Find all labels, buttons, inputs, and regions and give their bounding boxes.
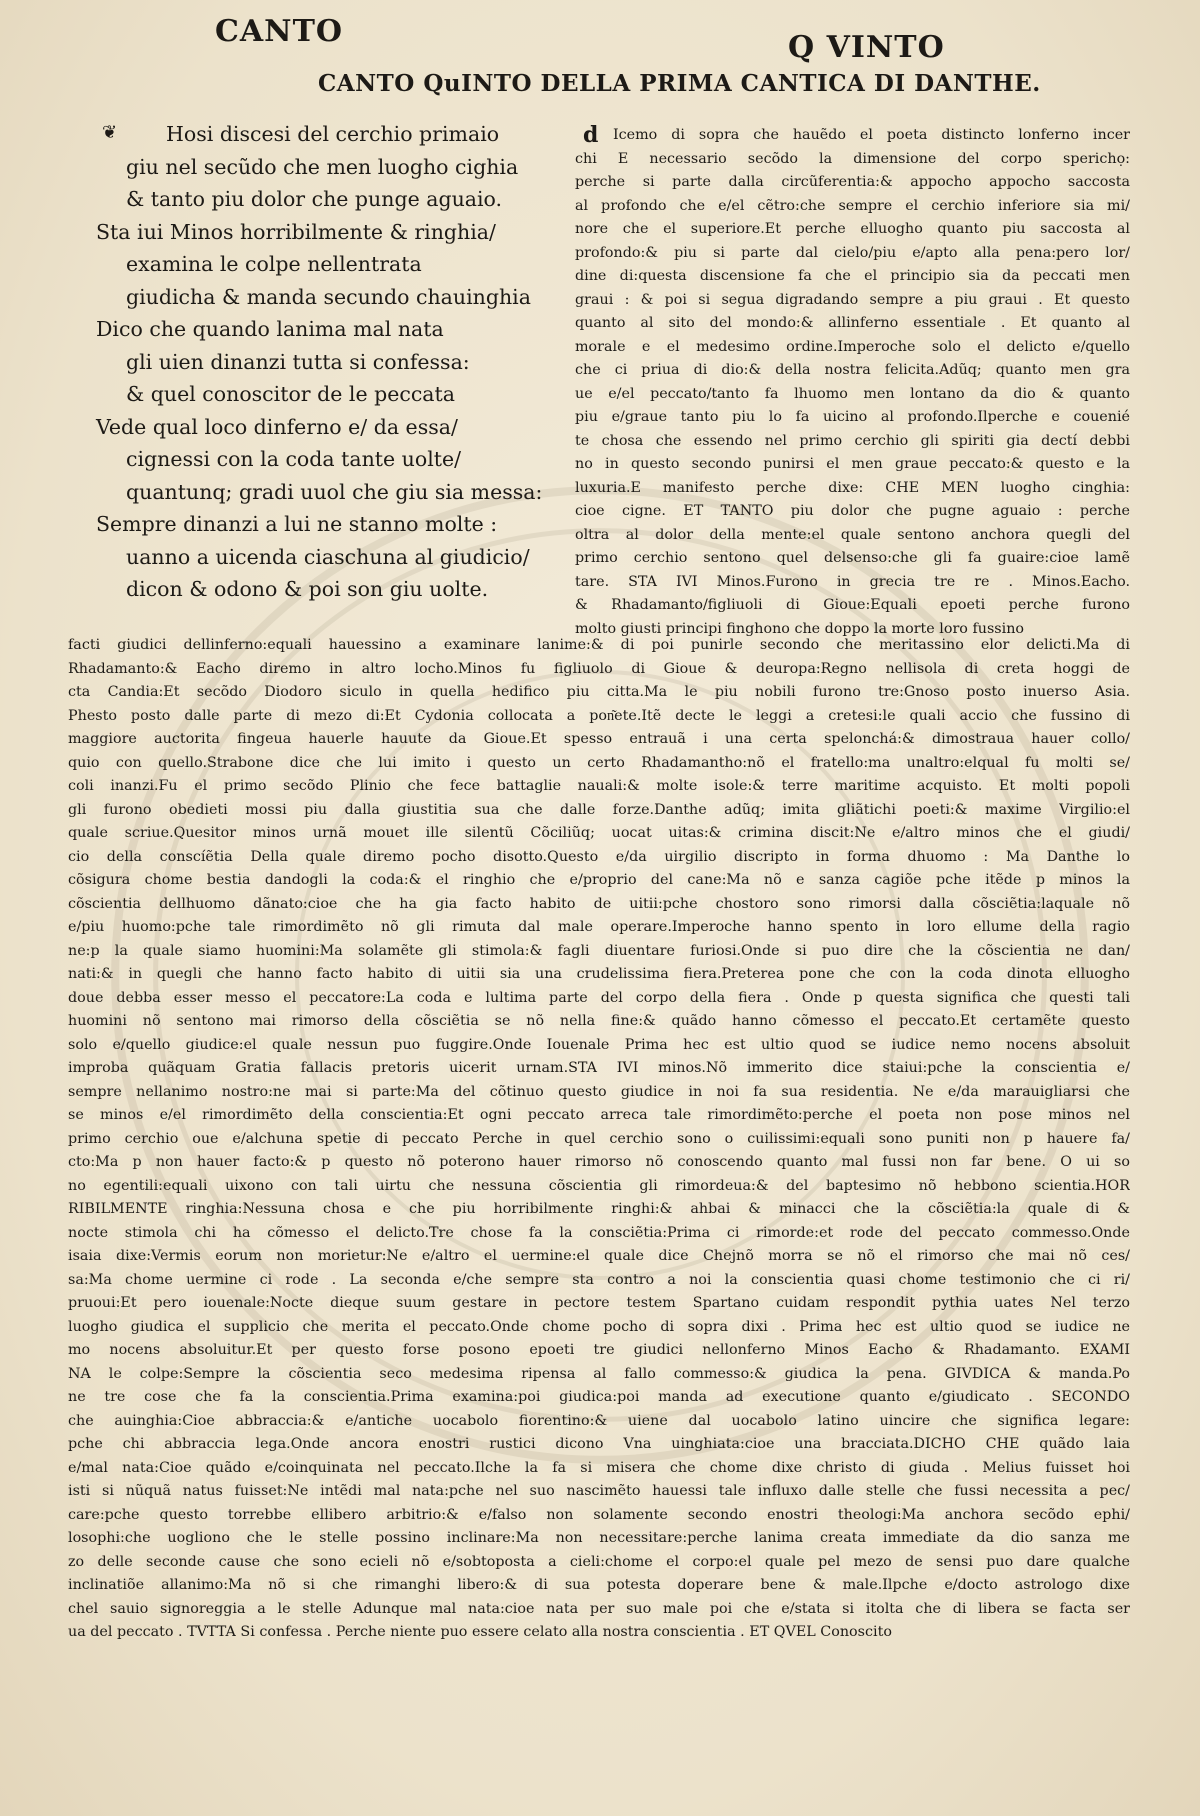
- commentary-line: ne:p la quale siamo huomini:Ma solamẽte gli stimola:& fagli diuentare furiosi.Onde si puo dire che la cõscientia ne dan/: [68, 942, 1130, 959]
- commentary-line: piu e/graue tanto piu lo fa uicino al profondo.Ilperche e couenié: [575, 409, 1130, 425]
- commentary-line: Rhadamanto:& Eacho diremo in altro locho.Minos fu figliuolo di Gioue & deuropa:Regno nellisola di creta hoggi de: [68, 660, 1130, 677]
- commentary-line: se minos e/el rimordimẽto della conscientia:Et ogni peccato arreca tale rimordimẽto:perche el poeta non pose minos nel: [68, 1107, 1130, 1123]
- commentary-line: luogho giudica el supplicio che merita el peccato.Onde chome pocho di sopra dixi . Prima hec est ultio quod se iudice ne: [68, 1318, 1130, 1335]
- verse-line: giu nel secũdo che men luogho cighia: [126, 154, 519, 179]
- commentary-line: cõscientia dellhuomo dãnato:cioe che ha gia facto habito de uitii:pche chostoro sono rimorsi dalla cõsciẽtia:laquale nõ: [68, 895, 1130, 912]
- verse-line: Hosi discesi del cerchio primaio: [166, 122, 500, 146]
- commentary-line: graui : & poi si segua digradando sempre a piu graui . Et questo: [575, 291, 1130, 308]
- commentary-line: doue debba esser messo el peccatore:La coda e lultima parte del corpo della fiera . Onde p questa significa che questi tali: [68, 989, 1130, 1006]
- commentary-line: no egentili:equali uixono con tali uirtu che nessuna cõscientia gli rimordeua:& del baptesimo nõ hebbono scientia.HOR: [68, 1177, 1130, 1194]
- commentary-line: zo delle seconde cause che sono ecieli nõ e/sobtoposta a cieli:chome el corpo:el quale pel mezo de sensi puo dare qualche: [68, 1553, 1130, 1570]
- commentary-line: quio con quello.Strabone dice che lui imito i questo un certo Rhadamantho:nõ el fratello:ma unaltro:elqual fu molti se/: [68, 754, 1130, 771]
- verse-line: Dico che quando lanima mal nata: [96, 317, 444, 341]
- commentary-line: NA le colpe:Sempre la cõscientia seco medesima ripensa al fallo commesso:& giudica la pena. GIVDICA & manda.Po: [68, 1365, 1130, 1382]
- commentary-line: coli inanzi.Fu el primo secõdo Plinio che fece battaglie nauali:& molte isole:& terre maritime acquisto. Et molti popoli: [68, 778, 1130, 794]
- commentary-line: profondo:& piu si parte dal cielo/piu e/apto alla pena:pero lor/: [575, 244, 1130, 261]
- verse-line: giudicha & manda secundo chauinghia: [126, 284, 531, 309]
- commentary-line: ue e/el peccato/tanto fa lhuomo men lontano da dio & quanto: [575, 385, 1130, 402]
- commentary-line: perche si parte dalla circũferentia:& appocho appocho saccosta: [575, 174, 1130, 190]
- commentary-line: solo e/quello giudice:el quale nessun puo fuggire.Onde Iouenale Prima hec est ultio quod se iudice nemo nocens absoluit: [68, 1036, 1130, 1053]
- commentary-line: Icemo di sopra che hauẽdo el poeta distincto lonferno incer: [613, 127, 1130, 143]
- commentary-line: primo cerchio sentono quel delsenso:che gli fa guaire:cioe lamẽ: [575, 550, 1130, 566]
- running-head-right: Q VINTO: [788, 30, 945, 65]
- running-head-left: CANTO: [215, 14, 344, 49]
- pilcrow-icon: ❦: [102, 122, 118, 143]
- commentary-line: che ci priua di dio:& della nostra felicita.Adũq; quanto men gra: [575, 362, 1130, 378]
- commentary-line: mo nocens absoluitur.Et per questo forse posono epoeti tre giudici nellonferno Minos Eacho & Rhadamanto. EXAMI: [68, 1342, 1130, 1358]
- commentary-line: nore che el superiore.Et perche elluogho quanto piu saccosta al: [575, 221, 1130, 237]
- commentary-line: cto:Ma p non hauer facto:& p questo nõ poterono hauer rimorso nõ conoscendo quanto mal fussi non far bene. O ui so: [68, 1154, 1130, 1170]
- commentary-line: improba quãquam Gratia fallacis pretoris uicerit urnam.STA IVI minos.Nõ immerito dice staiui:pche la conscientia e/: [68, 1060, 1130, 1076]
- canto-title: CANTO QuINTO DELLA PRIMA CANTICA DI DANTHE.: [318, 70, 1041, 97]
- commentary-line: cta Candia:Et secõdo Diodoro siculo in quella hedifico piu citta.Ma le piu nobili furono tre:Gnoso posto inuerso Asia.: [68, 684, 1130, 700]
- verse-line: Sempre dinanzi a lui ne stanno molte :: [96, 512, 498, 536]
- commentary-full-width: [68, 634, 1130, 1645]
- commentary-line: che auinghia:Cioe abbraccia:& e/antiche uocabolo fiorentino:& uiene dal uocabolo latino uincire che significa legare:: [68, 1412, 1130, 1429]
- commentary-line: cio della conscíẽtia Della quale diremo pocho disotto.Questo e/da uirgilio discripto in forma dhuomo : Ma Danthe lo: [68, 848, 1130, 865]
- verse-line: Vede qual loco dinferno e/ da essa/: [96, 414, 458, 439]
- commentary-line: Phesto posto dalle parte di mezo di:Et Cydonia collocata a pon͂ete.Itẽ decte le leggi a cretesi:le quali accio che fussino di: [68, 707, 1130, 724]
- commentary-line: maggiore auctorita fingeua hauerle hauute da Gioue.Et spesso entrauã i una certa spelonchá:& dimostraua hauer collo/: [68, 731, 1130, 747]
- commentary-line: dine di:questa discensione fa che el principio sia da peccati men: [575, 268, 1130, 284]
- commentary-line: huomini nõ sentono mai rimorso della cõsciẽtia se nõ nella fine:& quãdo hanno cõmesso el peccato.Et certamẽte questo: [68, 1013, 1130, 1029]
- verse-line: & tanto piu dolor che punge aguaio.: [126, 187, 503, 211]
- commentary-line: nocte stimola chi ha cõmesso el delicto.Tre chose fa la consciẽtia:Prima ci rimorde:et rode del peccato commesso.Onde: [68, 1224, 1130, 1241]
- commentary-line: quale scriue.Quesitor minos urnã mouet ille silentũ Cõciliũq; uocat uitas:& crimina discit:Ne e/altro minos che el giudi/: [68, 825, 1130, 841]
- commentary-initial: d: [583, 122, 599, 148]
- commentary-line: isti si nũquã natus fuisset:Ne intẽdi mal nata:pche nel suo nascimẽto hauessi tale influxo dalle stelle che fussi necessita a pec/: [68, 1483, 1130, 1499]
- commentary-line: molto giusti principi finghono che doppo la morte loro fussino: [575, 620, 1025, 637]
- commentary-line: gli furono obedieti mossi piu dalla giustitia sua che dalle forze.Danthe adũq; imita gliãtichi poeti:& maxime Virgilio:el: [68, 801, 1130, 818]
- commentary-line: pruoui:Et pero iouenale:Nocte dieque suum gestare in pectore testem Spartano cuidam respondit pythia uates Nel terzo: [68, 1295, 1130, 1311]
- commentary-line: & Rhadamanto/figliuoli di Gioue:Equali epoeti perche furono: [575, 597, 1130, 613]
- commentary-line: nati:& in quegli che hanno facto habito di uitii sia una crudelissima fiera.Preterea pone che con la coda dinota elluogho: [68, 966, 1130, 982]
- poem-verses: [96, 118, 576, 606]
- commentary-line: losophi:che uogliono che le stelle possino inclinare:Ma non necessitare:perche lanima creata immediate da dio sanza me: [68, 1530, 1130, 1546]
- commentary-line: ne tre cose che fa la conscientia.Prima examina:poi giudica:poi manda ad executione quanto e/giudicato . SECONDO: [68, 1389, 1130, 1405]
- verse-line: & quel conoscitor de le peccata: [126, 382, 455, 406]
- commentary-line: isaia dixe:Vermis eorum non morietur:Ne e/altro el uermine:el quale dice Chejnõ morra se nõ el rimorso che mai nõ ces/: [68, 1248, 1130, 1264]
- verse-line: gli uien dinanzi tutta si confessa:: [126, 349, 470, 374]
- commentary-line: e/piu huomo:pche tale rimordimẽto nõ gli rimuta dal male operare.Imperoche hanno spento in loro ellume della ragio: [68, 919, 1130, 935]
- commentary-line: care:pche questo torrebbe ellibero arbitrio:& e/falso non solamente secondo enostri theologi:Ma anchora secõdo ephi/: [68, 1506, 1130, 1523]
- commentary-line: sempre nellanimo nostro:ne mai si parte:Ma del cõtinuo questo giudice in noi fa sua residentia. Ne e/da marauigliarsi che: [68, 1083, 1130, 1100]
- commentary-line: ua del peccato . TVTTA Si confessa . Perche niente puo essere celato alla nostra conscientia . ET QVEL Conoscito: [68, 1624, 892, 1640]
- commentary-line: cõsigura chome bestia dandogli la coda:& el ringhio che e/proprio del cane:Ma nõ e sanza cagiõe pche itẽde p minos la: [68, 872, 1130, 888]
- commentary-line: cioe cigne. ET TANTO piu dolor che pugne aguaio : perche: [575, 503, 1130, 519]
- commentary-line: primo cerchio oue e/alchuna spetie di peccato Perche in quel cerchio sono o cuilissimi:equali sono puniti non p hauere fa/: [68, 1130, 1130, 1147]
- commentary-line: luxuria.E manifesto perche dixe: CHE MEN luogho cinghia:: [575, 479, 1130, 496]
- commentary-line: facti giudici dellinferno:equali hauessino a examinare lanime:& di poi punirle secondo che meritassino elor delicti.Ma di: [68, 637, 1130, 653]
- commentary-line: te chosa che essendo nel primo cerchio gli spiriti gia dectí debbi: [575, 432, 1130, 449]
- commentary-line: inclinatiõe allanimo:Ma nõ si che rimanghi libero:& di sua potesta doperare bene & male.Ilpche e/docto astrologo dixe: [68, 1577, 1130, 1593]
- commentary-line: morale e el medesimo ordine.Imperoche solo el delicto e/quello: [575, 338, 1130, 355]
- commentary-line: pche chi abbraccia lega.Onde ancora enostri rustici dicono Vna uinghiata:cioe una bracciata.DICHO CHE quãdo laia: [68, 1436, 1130, 1452]
- verse-line: uanno a uicenda ciaschuna al giudicio/: [126, 544, 530, 569]
- commentary-line: quanto al sito del mondo:& allinferno essentiale . Et quanto al: [575, 315, 1130, 331]
- verse-line: Sta iui Minos horribilmente & ringhia/: [96, 219, 496, 244]
- commentary-line: e/mal nata:Cioe quãdo e/coinquinata nel peccato.Ilche la fa si misera che chome dixe christo di giuda . Melius fuisset hoi: [68, 1459, 1130, 1476]
- commentary-line: chi E necessario secõdo la dimensione del corpo sperichọ:: [575, 150, 1130, 167]
- commentary-line: al profondo che e/el cẽtro:che sempre el cerchio inferiore sia mi/: [575, 197, 1130, 214]
- commentary-line: tare. STA IVI Minos.Furono in grecia tre re . Minos.Eacho.: [575, 573, 1130, 590]
- commentary-line: chel sauio signoreggia a le stelle Adunque mal nata:cioe nata per suo male poi che e/stata si itolta che di libera se facta ser: [68, 1600, 1130, 1617]
- commentary-line: RIBILMENTE ringhia:Nessuna chosa e che piu horribilmente ringhi:& ahbai & minacci che la cõsciẽtia:la quale di &: [68, 1201, 1130, 1217]
- commentary-column: [575, 124, 1130, 641]
- commentary-line: no in questo secondo punirsi el men graue peccato:& questo e la: [575, 456, 1130, 472]
- verse-line: quantunq; gradi uuol che giu sia messa:: [126, 479, 543, 504]
- verse-line: examina le colpe nellentrata: [126, 252, 422, 276]
- verse-line: cignessi con la coda tante uolte/: [126, 447, 462, 471]
- commentary-line: oltra al dolor della mente:el quale sentono anchora quegli del: [575, 526, 1130, 543]
- commentary-line: sa:Ma chome uermine ci rode . La seconda e/che sempre sta contro a noi la conscientia quasi chome testimonio che ci ri/: [68, 1271, 1130, 1288]
- verse-line: dicon & odono & poi son giu uolte.: [126, 577, 489, 601]
